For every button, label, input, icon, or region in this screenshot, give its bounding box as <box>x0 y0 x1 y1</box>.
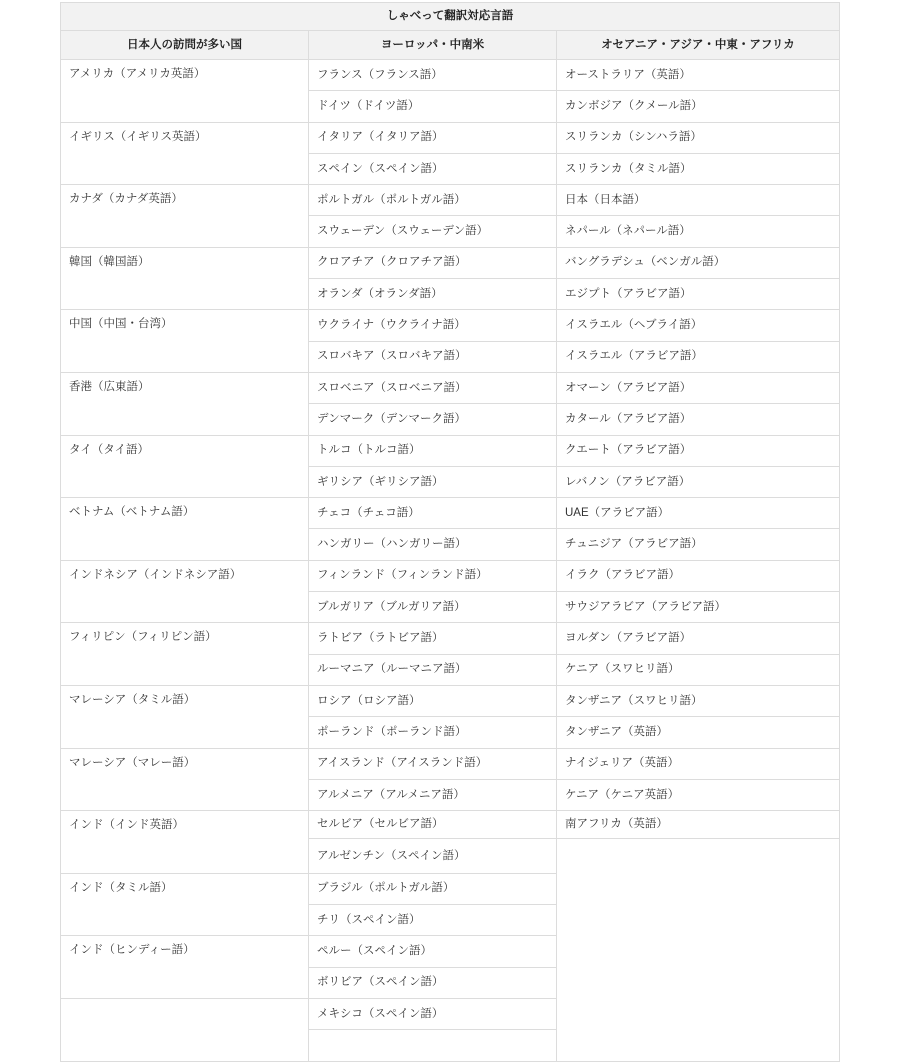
table-row <box>61 247 840 278</box>
language-cell-europe: スロベニア（スロベニア語） <box>309 372 557 403</box>
country-cell: インドネシア（インドネシア語） <box>61 560 309 623</box>
language-cell-asia-africa: 日本（日本語） <box>557 185 840 216</box>
language-cell-europe: チェコ（チェコ語） <box>309 498 557 529</box>
language-cell-asia-africa: レバノン（アラビア語） <box>557 466 840 497</box>
table-header <box>61 3 840 60</box>
country-cell: 香港（広東語） <box>61 372 309 435</box>
country-cell: ベトナム（ベトナム語） <box>61 498 309 561</box>
table-row <box>61 748 840 779</box>
translation-language-table <box>60 2 840 1062</box>
language-cell-asia-africa: イラク（アラビア語） <box>557 560 840 591</box>
language-cell-asia-africa: 南アフリカ（英語） <box>557 811 840 839</box>
table-row <box>61 435 840 466</box>
language-cell-asia-africa: イスラエル（アラビア語） <box>557 341 840 372</box>
language-cell-asia-africa: オマーン（アラビア語） <box>557 372 840 403</box>
table-row <box>61 185 840 216</box>
language-cell-asia-africa: ヨルダン（アラビア語） <box>557 623 840 654</box>
table-row <box>61 685 840 716</box>
country-cell: カナダ（カナダ英語） <box>61 185 309 248</box>
table-title-row <box>61 3 840 31</box>
language-cell-europe: ウクライナ（ウクライナ語） <box>309 310 557 341</box>
language-cell-europe: セルビア（セルビア語） <box>309 811 557 839</box>
language-cell-europe: ボリビア（スペイン語） <box>309 967 557 998</box>
language-cell-europe: チリ（スペイン語） <box>309 905 557 936</box>
country-cell: マレーシア（マレー語） <box>61 748 309 811</box>
language-cell-europe: デンマーク（デンマーク語） <box>309 404 557 435</box>
language-cell-asia-africa: サウジアラビア（アラビア語） <box>557 592 840 623</box>
language-cell-europe <box>309 1030 557 1061</box>
language-cell-europe: ハンガリー（ハンガリー語） <box>309 529 557 560</box>
empty-cell-asia-africa <box>557 839 840 1061</box>
country-cell: インド（タミル語） <box>61 873 309 936</box>
language-cell-europe: アルゼンチン（スペイン語） <box>309 839 557 873</box>
language-cell-europe: ペルー（スペイン語） <box>309 936 557 967</box>
language-cell-asia-africa: タンザニア（英語） <box>557 717 840 748</box>
table-row <box>61 372 840 403</box>
country-cell <box>61 998 309 1061</box>
language-cell-europe: クロアチア（クロアチア語） <box>309 247 557 278</box>
language-cell-asia-africa: ナイジェリア（英語） <box>557 748 840 779</box>
table-row <box>61 560 840 591</box>
language-cell-asia-africa: UAE（アラビア語） <box>557 498 840 529</box>
country-cell: タイ（タイ語） <box>61 435 309 498</box>
language-cell-asia-africa: ケニア（ケニア英語） <box>557 779 840 810</box>
language-cell-asia-africa: エジプト（アラビア語） <box>557 279 840 310</box>
table-title: しゃべって翻訳対応言語 <box>61 3 840 31</box>
column-header-europe-latin-america: ヨーロッパ・中南米 <box>309 31 557 60</box>
language-cell-asia-africa: ケニア（スワヒリ語） <box>557 654 840 685</box>
language-cell-europe: トルコ（トルコ語） <box>309 435 557 466</box>
table-row <box>61 122 840 153</box>
table-column-header-row <box>61 31 840 60</box>
country-cell: イギリス（イギリス英語） <box>61 122 309 185</box>
language-cell-europe: フィンランド（フィンランド語） <box>309 560 557 591</box>
country-cell: 韓国（韓国語） <box>61 247 309 310</box>
language-cell-asia-africa: オーストラリア（英語） <box>557 60 840 91</box>
table-row <box>61 623 840 654</box>
language-cell-europe: ラトビア（ラトビア語） <box>309 623 557 654</box>
language-cell-europe: ポーランド（ポーランド語） <box>309 717 557 748</box>
language-cell-asia-africa: スリランカ（シンハラ語） <box>557 122 840 153</box>
table-row <box>61 811 840 839</box>
language-cell-europe: メキシコ（スペイン語） <box>309 998 557 1029</box>
country-cell: インド（ヒンディー語） <box>61 936 309 999</box>
language-cell-asia-africa: ネパール（ネパール語） <box>557 216 840 247</box>
language-cell-asia-africa: バングラデシュ（ベンガル語） <box>557 247 840 278</box>
country-cell: アメリカ（アメリカ英語） <box>61 60 309 123</box>
language-cell-europe: スウェーデン（スウェーデン語） <box>309 216 557 247</box>
table-row <box>61 498 840 529</box>
country-cell: フィリピン（フィリピン語） <box>61 623 309 686</box>
country-cell: インド（インド英語） <box>61 811 309 874</box>
language-cell-europe: ドイツ（ドイツ語） <box>309 91 557 122</box>
column-header-japan-visited: 日本人の訪問が多い国 <box>61 31 309 60</box>
language-cell-asia-africa: タンザニア（スワヒリ語） <box>557 685 840 716</box>
country-cell: マレーシア（タミル語） <box>61 685 309 748</box>
language-cell-europe: ロシア（ロシア語） <box>309 685 557 716</box>
language-cell-europe: スロバキア（スロバキア語） <box>309 341 557 372</box>
table-body <box>61 60 840 1062</box>
language-cell-europe: スペイン（スペイン語） <box>309 153 557 184</box>
language-cell-europe: アイスランド（アイスランド語） <box>309 748 557 779</box>
language-cell-europe: アルメニア（アルメニア語） <box>309 779 557 810</box>
language-cell-europe: フランス（フランス語） <box>309 60 557 91</box>
language-cell-asia-africa: チュニジア（アラビア語） <box>557 529 840 560</box>
language-cell-asia-africa: イスラエル（ヘブライ語） <box>557 310 840 341</box>
language-cell-europe: ポルトガル（ポルトガル語） <box>309 185 557 216</box>
language-cell-europe: ギリシア（ギリシア語） <box>309 466 557 497</box>
table-row <box>61 60 840 91</box>
column-header-oceania-asia-middleeast-africa: オセアニア・アジア・中東・アフリカ <box>557 31 840 60</box>
language-cell-europe: ブルガリア（ブルガリア語） <box>309 592 557 623</box>
language-cell-europe: イタリア（イタリア語） <box>309 122 557 153</box>
table-row <box>61 310 840 341</box>
language-cell-europe: オランダ（オランダ語） <box>309 279 557 310</box>
country-cell: 中国（中国・台湾） <box>61 310 309 373</box>
language-cell-asia-africa: カンボジア（クメール語） <box>557 91 840 122</box>
language-cell-asia-africa: カタール（アラビア語） <box>557 404 840 435</box>
language-cell-asia-africa: スリランカ（タミル語） <box>557 153 840 184</box>
language-cell-asia-africa: クエート（アラビア語） <box>557 435 840 466</box>
language-cell-europe: ルーマニア（ルーマニア語） <box>309 654 557 685</box>
language-cell-europe: ブラジル（ポルトガル語） <box>309 873 557 904</box>
